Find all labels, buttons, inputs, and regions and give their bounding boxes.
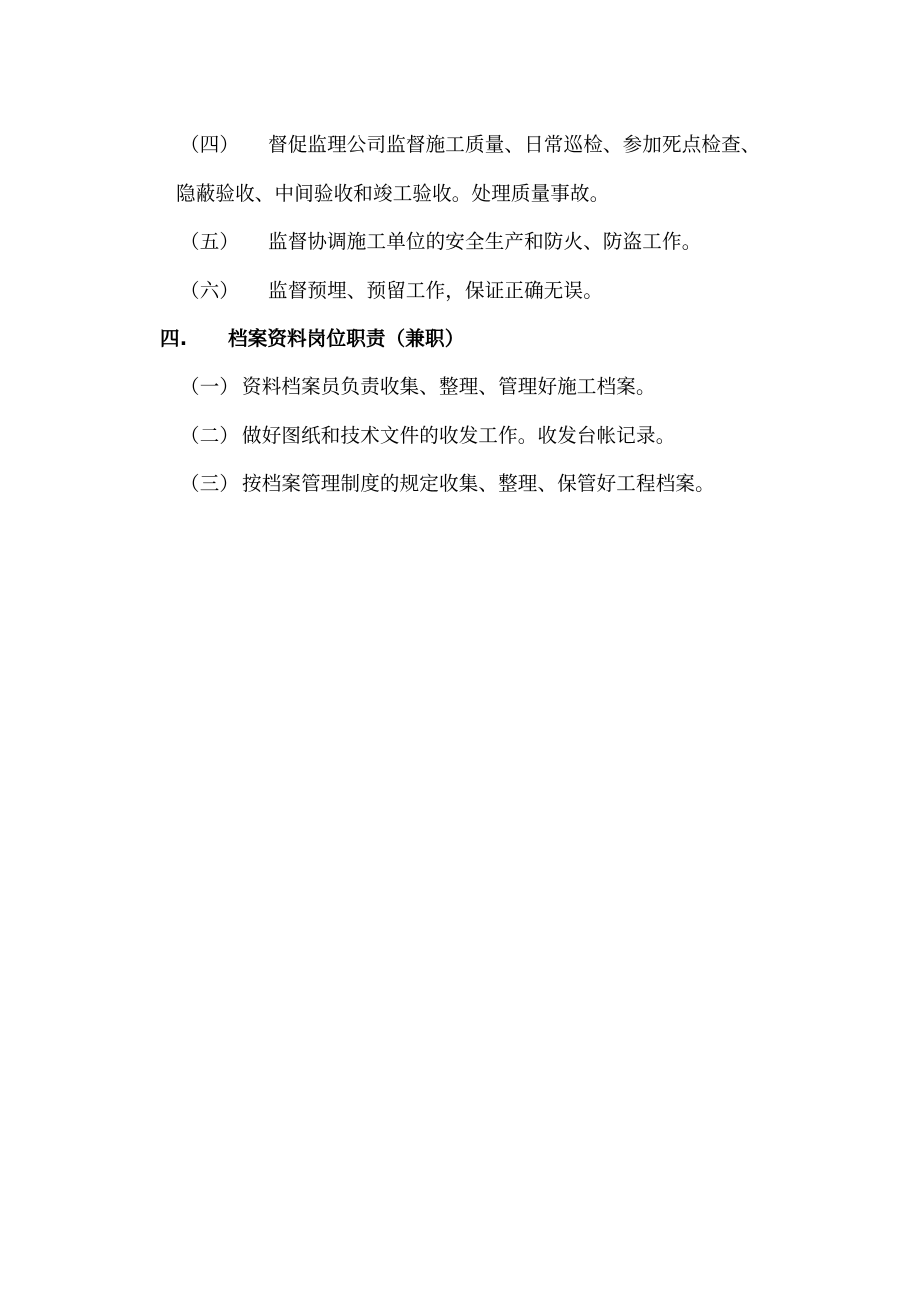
item-number: （六） bbox=[180, 279, 240, 302]
item-number: （五） bbox=[180, 230, 240, 253]
section-number: 四. bbox=[160, 327, 188, 350]
item-text: 按档案管理制度的规定收集、整理、保管好工程档案。 bbox=[242, 472, 715, 495]
item-text: 督促监理公司监督施工质量、日常巡检、参加死点检查、 bbox=[268, 133, 761, 156]
item-text-continuation: 隐蔽验收、中间验收和竣工验收。处理质量事故。 bbox=[176, 182, 610, 205]
item-text: 资料档案员负责收集、整理、管理好施工档案。 bbox=[242, 375, 656, 398]
section-title: 档案资料岗位职责（兼职） bbox=[228, 327, 465, 350]
item-text: 做好图纸和技术文件的收发工作。收发台帐记录。 bbox=[242, 424, 676, 447]
item-number: （一） bbox=[180, 375, 240, 398]
item-number: （三） bbox=[180, 472, 240, 495]
item-number: （四） bbox=[180, 133, 240, 156]
item-text: 监督预埋、预留工作，保证正确无误。 bbox=[268, 279, 603, 302]
item-text: 监督协调施工单位的安全生产和防火、防盗工作。 bbox=[268, 230, 702, 253]
item-number: （二） bbox=[180, 424, 240, 447]
